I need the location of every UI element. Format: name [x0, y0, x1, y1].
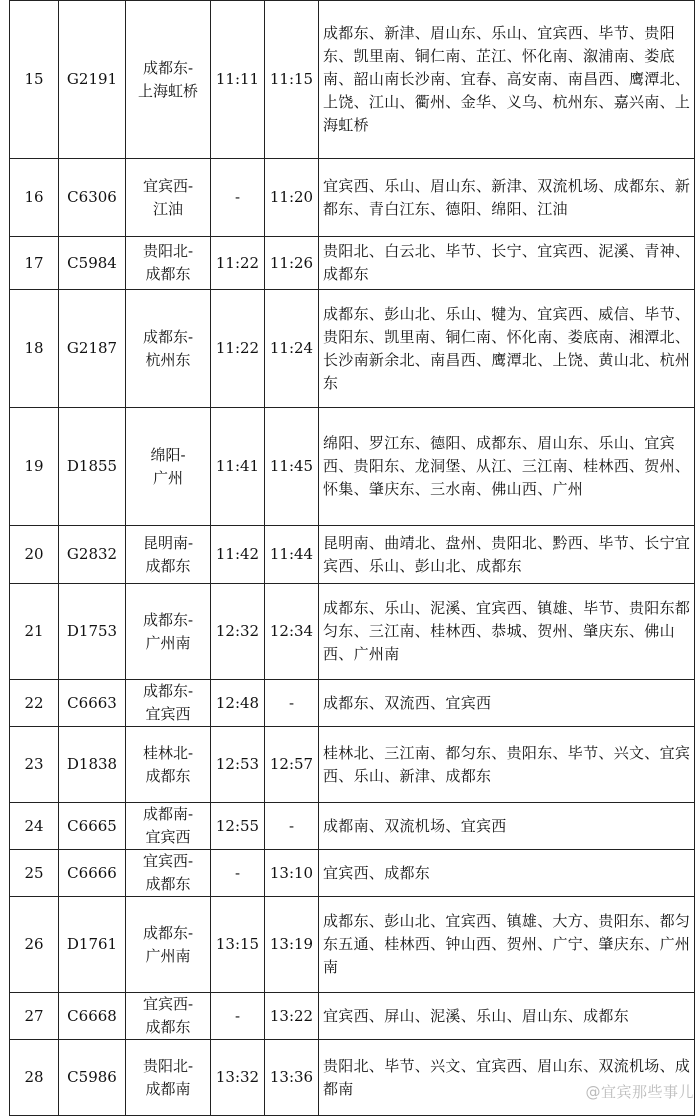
- table-row: [10, 993, 695, 1040]
- stops-list: 宜宾西、乐山、眉山东、新津、双流机场、成都东、新都东、青白江东、德阳、绵阳、江油: [319, 159, 695, 237]
- stops-list: 成都东、新津、眉山东、乐山、宜宾西、毕节、贵阳东、凯里南、铜仁南、芷江、怀化南、溆浦南、娄底南、韶山南长沙南、宜春、高安南、南昌西、鹰潭北、上饶、江山、衢州、金华、义乌、杭州东、嘉兴南、上海虹桥: [319, 1, 695, 159]
- departure-time: 13:10: [265, 850, 319, 897]
- row-number: 16: [10, 159, 59, 237]
- route-segment: 成都东: [145, 875, 191, 893]
- departure-time: 12:57: [265, 727, 319, 803]
- route-cell: [126, 1040, 211, 1116]
- train-number: C6668: [59, 993, 126, 1040]
- route-segment: 成都南: [145, 1079, 191, 1098]
- route-segment: 宜宾西: [145, 705, 191, 723]
- departure-time: 11:44: [265, 526, 319, 584]
- train-number: D1838: [59, 727, 126, 803]
- stops-list: 桂林北、三江南、都匀东、贵阳东、毕节、兴文、宜宾西、乐山、新津、成都东: [319, 727, 695, 803]
- stops-list: 成都东、乐山、泥溪、宜宾西、镇雄、毕节、贵阳东都匀东、三江南、桂林西、恭城、贺州、肇庆东、佛山西、广州南: [319, 584, 695, 680]
- stops-list: 绵阳、罗江东、德阳、成都东、眉山东、乐山、宜宾西、贵阳东、龙洞堡、从江、三江南、桂林西、贺州、怀集、肇庆东、三水南、佛山西、广州: [319, 408, 695, 526]
- departure-time: 13:19: [265, 897, 319, 993]
- stops-list: 贵阳北、白云北、毕节、长宁、宜宾西、泥溪、青神、成都东: [319, 237, 695, 290]
- route-segment: 宜宾西-: [142, 852, 194, 870]
- stops-list: 宜宾西、屏山、泥溪、乐山、眉山东、成都东: [319, 993, 695, 1040]
- train-number: C6665: [59, 803, 126, 850]
- route-segment: 桂林北-: [142, 743, 194, 762]
- departure-time: 11:45: [265, 408, 319, 526]
- arrival-time: 11:11: [211, 1, 265, 159]
- row-number: 19: [10, 408, 59, 526]
- route-segment: 昆明南-: [142, 533, 194, 552]
- row-number: 24: [10, 803, 59, 850]
- route-segment: 成都东-: [142, 682, 194, 700]
- table-row: [10, 850, 695, 897]
- table-row: [10, 290, 695, 408]
- train-number: C6663: [59, 680, 126, 727]
- departure-time: 13:22: [265, 993, 319, 1040]
- arrival-time: 11:22: [211, 237, 265, 290]
- route-cell: [126, 1, 211, 159]
- departure-time: 11:20: [265, 159, 319, 237]
- train-number: G2832: [59, 526, 126, 584]
- table-row: [10, 159, 695, 237]
- arrival-time: 11:22: [211, 290, 265, 408]
- route-cell: [126, 897, 211, 993]
- route-cell: [126, 727, 211, 803]
- departure-time: 11:26: [265, 237, 319, 290]
- table-row: [10, 680, 695, 727]
- route-segment: 成都东: [145, 556, 191, 575]
- train-number: D1855: [59, 408, 126, 526]
- route-segment: 成都东-: [142, 923, 194, 942]
- table-row: [10, 408, 695, 526]
- row-number: 27: [10, 993, 59, 1040]
- route-segment: 江油: [152, 199, 183, 218]
- stops-list: 成都东、彭山北、乐山、犍为、宜宾西、威信、毕节、贵阳东、凯里南、铜仁南、怀化南、娄底南、湘潭北、长沙南新余北、南昌西、鹰潭北、上饶、黄山北、杭州东: [319, 290, 695, 408]
- row-number: 28: [10, 1040, 59, 1116]
- stops-list: 昆明南、曲靖北、盘州、贵阳北、黔西、毕节、长宁宜宾西、乐山、彭山北、成都东: [319, 526, 695, 584]
- departure-time: -: [265, 680, 319, 727]
- arrival-time: 13:15: [211, 897, 265, 993]
- route-segment: 广州南: [145, 946, 191, 965]
- arrival-time: 12:48: [211, 680, 265, 727]
- route-segment: 杭州东: [145, 350, 191, 369]
- train-number: D1753: [59, 584, 126, 680]
- arrival-time: 13:32: [211, 1040, 265, 1116]
- arrival-time: 12:55: [211, 803, 265, 850]
- route-segment: 成都东-: [142, 327, 194, 346]
- stops-list: 宜宾西、成都东: [319, 850, 695, 897]
- table-row: [10, 584, 695, 680]
- route-segment: 成都东-: [142, 610, 194, 629]
- route-cell: [126, 237, 211, 290]
- route-segment: 绵阳-: [150, 445, 186, 464]
- route-cell: [126, 159, 211, 237]
- route-segment: 宜宾西-: [142, 176, 194, 195]
- table-row: [10, 897, 695, 993]
- watermark: @宜宾那些事儿: [585, 1083, 694, 1101]
- train-number: C5984: [59, 237, 126, 290]
- table-row: [10, 526, 695, 584]
- table-row: [10, 803, 695, 850]
- table-row: [10, 1040, 695, 1116]
- arrival-time: 11:42: [211, 526, 265, 584]
- stops-list: 成都东、彭山北、宜宾西、镇雄、大方、贵阳东、都匀东五通、桂林西、钟山西、贺州、广宁、肇庆东、广州南: [319, 897, 695, 993]
- arrival-time: 12:32: [211, 584, 265, 680]
- departure-time: 12:34: [265, 584, 319, 680]
- route-cell: [126, 993, 211, 1040]
- table-row: [10, 1, 695, 159]
- table-row: [10, 727, 695, 803]
- arrival-time: -: [211, 850, 265, 897]
- route-segment: 上海虹桥: [137, 81, 198, 100]
- route-segment: 宜宾西-: [142, 995, 194, 1013]
- arrival-time: 11:41: [211, 408, 265, 526]
- departure-time: 11:15: [265, 1, 319, 159]
- route-segment: 成都东: [145, 1018, 191, 1036]
- route-cell: [126, 850, 211, 897]
- departure-time: -: [265, 803, 319, 850]
- route-segment: 成都南-: [142, 805, 194, 823]
- train-number: C6666: [59, 850, 126, 897]
- route-segment: 成都东-: [142, 58, 194, 77]
- row-number: 23: [10, 727, 59, 803]
- route-cell: [126, 680, 211, 727]
- arrival-time: -: [211, 993, 265, 1040]
- row-number: 25: [10, 850, 59, 897]
- route-segment: 广州南: [145, 633, 191, 652]
- train-schedule-table: [9, 0, 695, 1116]
- route-cell: [126, 290, 211, 408]
- row-number: 22: [10, 680, 59, 727]
- row-number: 26: [10, 897, 59, 993]
- route-segment: 成都东: [145, 766, 191, 785]
- route-cell: [126, 584, 211, 680]
- route-cell: [126, 803, 211, 850]
- route-segment: 成都东: [145, 265, 191, 283]
- route-cell: [126, 408, 211, 526]
- departure-time: 13:36: [265, 1040, 319, 1116]
- row-number: 15: [10, 1, 59, 159]
- route-segment: 贵阳北-: [142, 1056, 194, 1075]
- schedule-body: [10, 1, 695, 1116]
- table-row: [10, 237, 695, 290]
- stops-list: 成都东、双流西、宜宾西: [319, 680, 695, 727]
- row-number: 17: [10, 237, 59, 290]
- train-number: C6306: [59, 159, 126, 237]
- arrival-time: 12:53: [211, 727, 265, 803]
- route-segment: 贵阳北-: [142, 242, 194, 260]
- train-number: C5986: [59, 1040, 126, 1116]
- departure-time: 11:24: [265, 290, 319, 408]
- stops-list: 贵阳北、毕节、兴文、宜宾西、眉山东、双流机场、成都南: [319, 1040, 695, 1116]
- arrival-time: -: [211, 159, 265, 237]
- train-number: G2191: [59, 1, 126, 159]
- route-segment: 广州: [152, 468, 183, 487]
- row-number: 21: [10, 584, 59, 680]
- route-segment: 宜宾西: [145, 828, 191, 846]
- row-number: 18: [10, 290, 59, 408]
- train-number: G2187: [59, 290, 126, 408]
- train-number: D1761: [59, 897, 126, 993]
- row-number: 20: [10, 526, 59, 584]
- route-cell: [126, 526, 211, 584]
- stops-list: 成都南、双流机场、宜宾西: [319, 803, 695, 850]
